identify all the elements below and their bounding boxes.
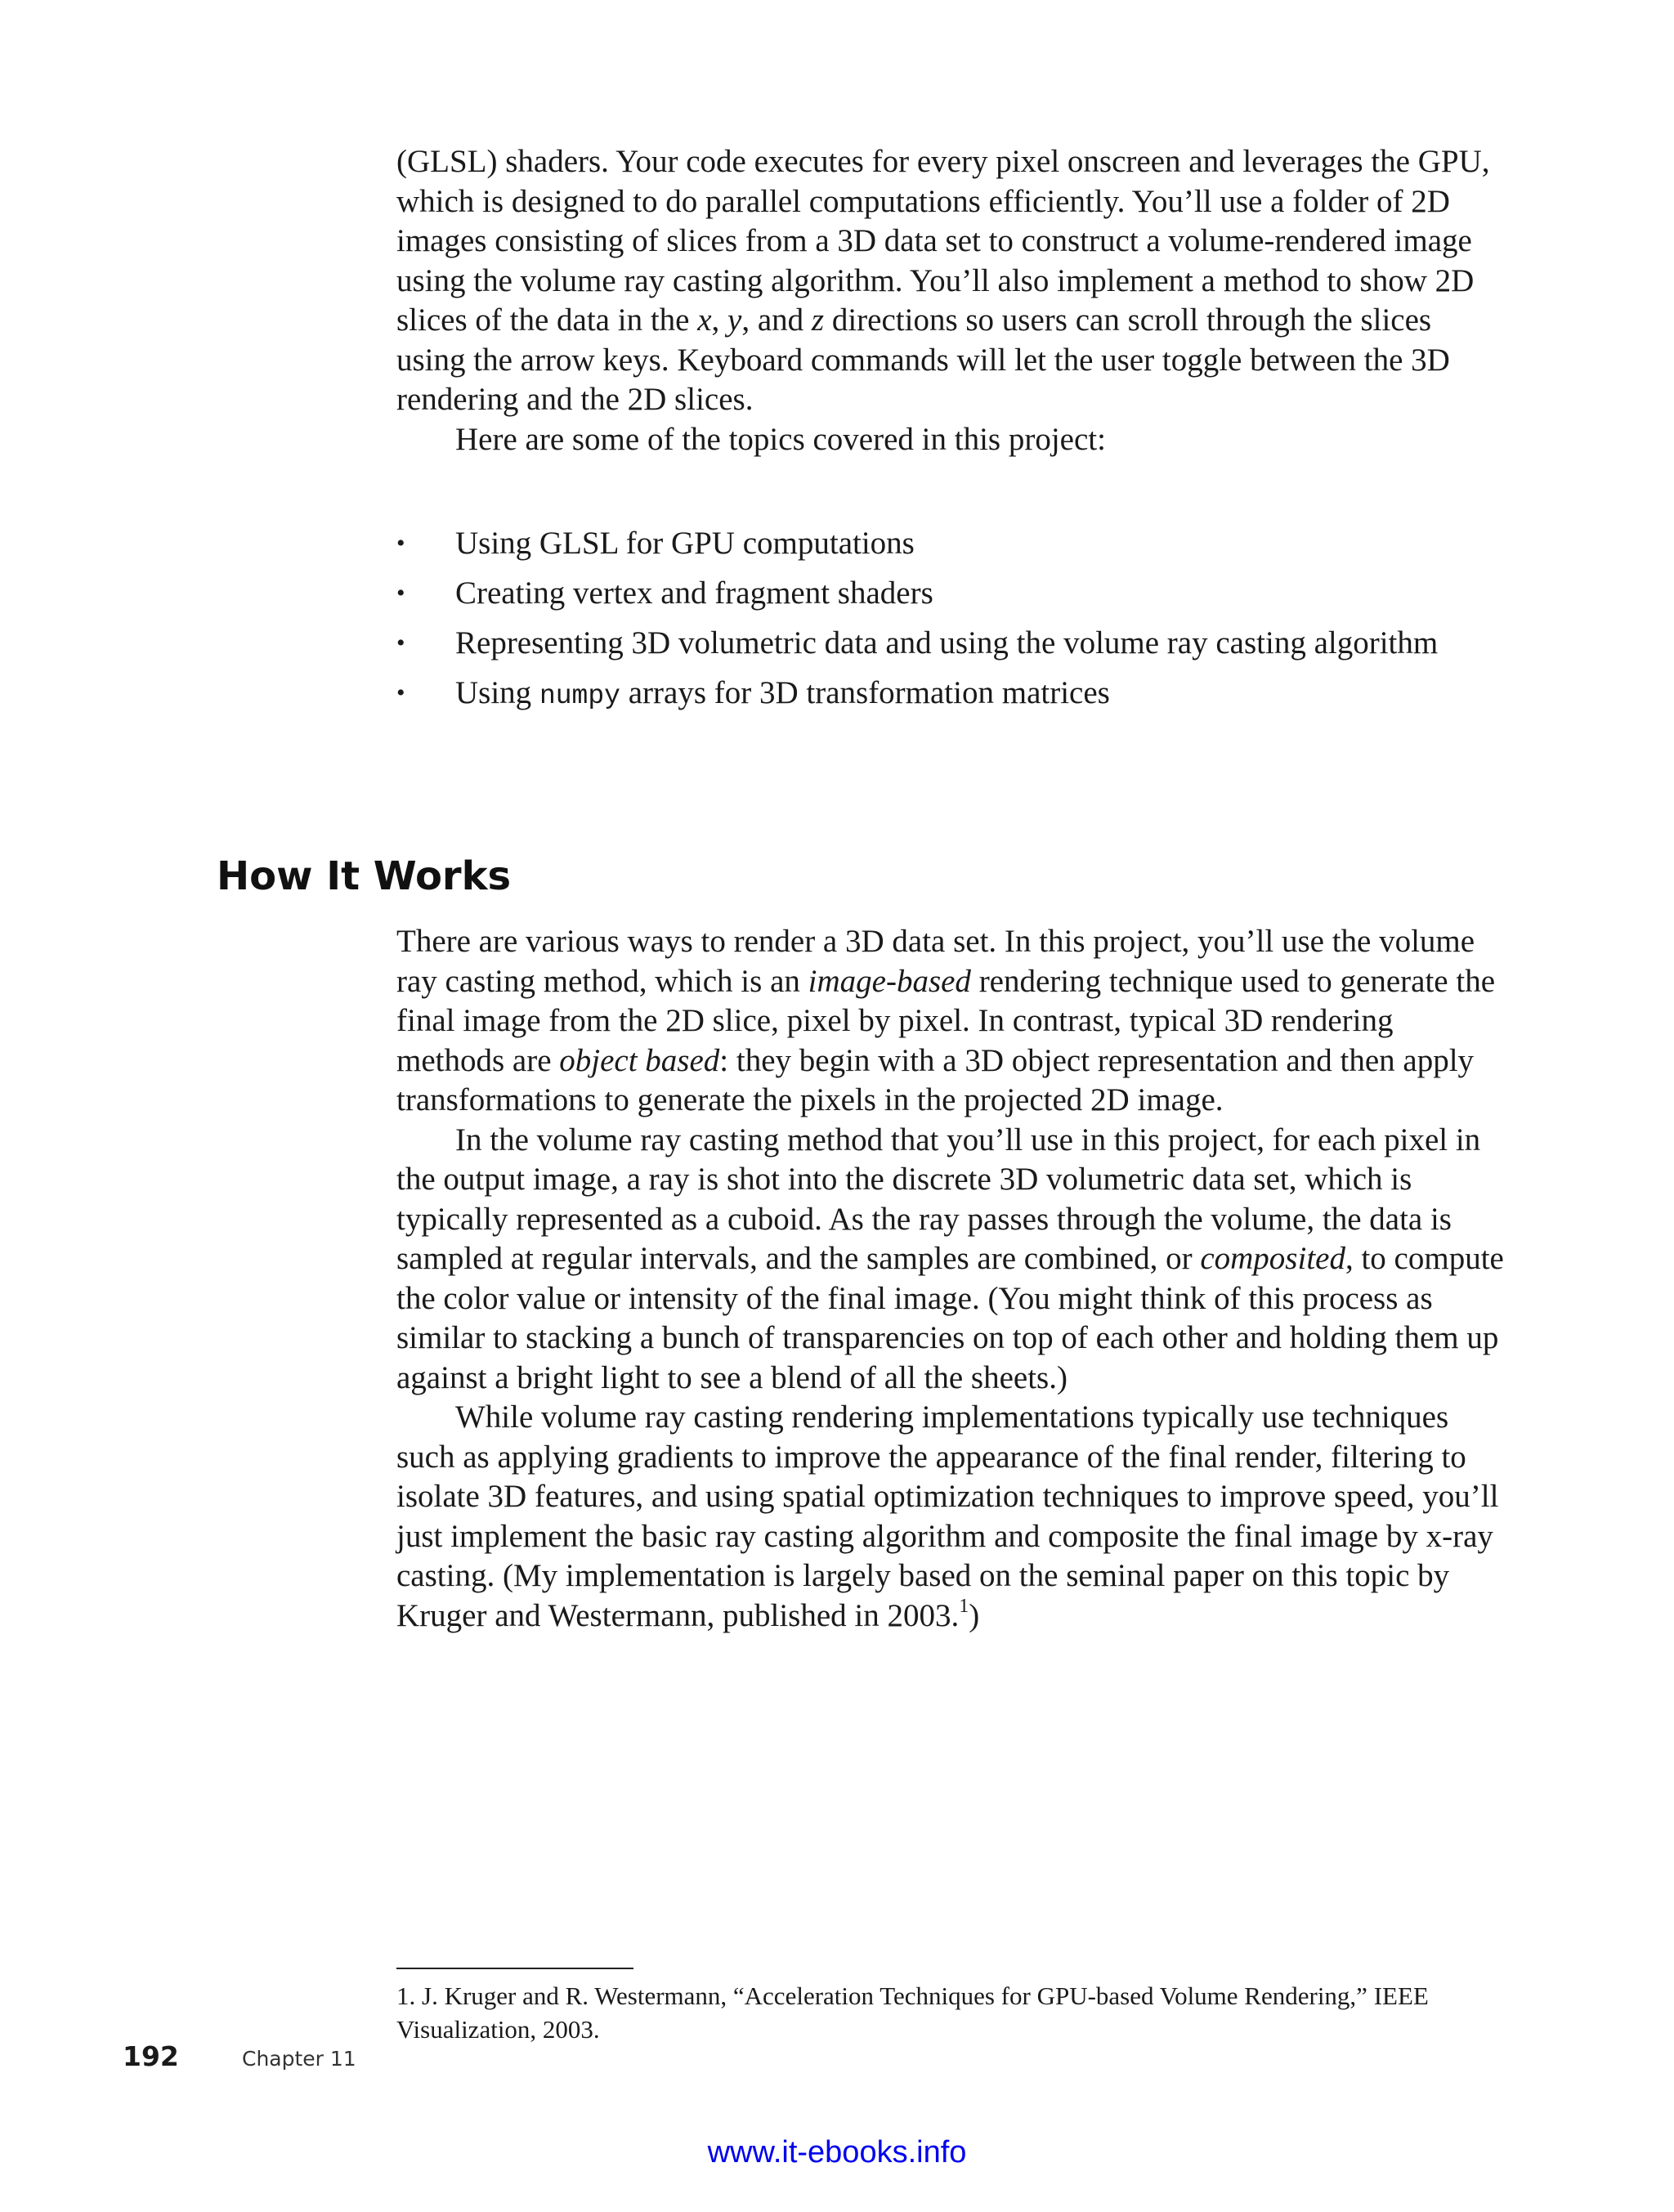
intro-p1-text-a: (GLSL) shaders. Your code executes for every pixel onscreen and leverages the GPU, which is designed to do parallel computations efficiently. You’ll use a folder of 2D images consisting of slices from a 3D data set to construct a volume-rendered image using the volume ray casting algorithm. You’ll also implement a method to show 2D slices of the data in the [396,144,1490,338]
list-item [396,524,1508,564]
bullet-icon: • [396,629,405,656]
list-item-text: Representing 3D volumetric data and using the volume ray casting algorithm [455,625,1439,660]
intro-text [396,142,1508,459]
section-p2-text-a: In the volume ray casting method that you’ll use in this project, for each pixel in the output image, a ray is shot into the discrete 3D volumetric data set, which is typically represented as a cuboid. As the ray passes through the volume, the data is sampled at regular intervals, and the samples are combined, or [396,1122,1481,1276]
topics-list [396,524,1508,727]
axis-z: z [811,302,825,338]
section-p1-text-a: There are various ways to render a 3D data set. In this project, you’ll use the volume ray casting method, which is an [396,924,1475,999]
bullet-icon: • [396,580,405,607]
section-paragraph-3 [396,1398,1508,1636]
intro-paragraph-2: Here are some of the topics covered in this project: [455,421,1106,457]
watermark-link[interactable]: www.it-ebooks.info [707,2135,967,2169]
section-p1-text-c: : they begin with a 3D object representation and then apply transformations to generate the pixels in the projected 2D image. [396,1042,1475,1117]
footnote-divider [396,1968,633,1969]
list-item [396,674,1508,717]
term-composited: composited [1200,1241,1345,1276]
list-item [396,624,1508,664]
list-item-text-pre: Using [455,675,539,710]
term-object-based: object based [559,1042,720,1078]
section-body [396,922,1508,1636]
intro-p1-sep2: , and [741,302,812,338]
section-p3-text-b: ) [969,1597,980,1633]
chapter-label: Chapter 11 [242,2047,356,2071]
section-paragraph-2 [396,1121,1508,1399]
section-p3-text-a: While volume ray casting rendering implementations typically use techniques such as applying gradients to improve the appearance of the final render, filtering to isolate 3D features, and using spatial optimization techniques to improve speed, you’ll just implement the basic ray casting algorithm and composite the final image by x-ray casting. (My implementation is largely based on the seminal paper on this topic by Kruger and Westermann, published in 2003. [396,1399,1499,1633]
list-item-text: Creating vertex and fragment shaders [455,575,933,611]
section-p1-text-b: rendering technique used to generate the final image from the 2D slice, pixel by pixel. In contrast, typical 3D rendering methods are [396,963,1495,1078]
term-image-based: image-based [808,963,971,999]
axis-x: x [697,302,712,338]
axis-y: y [727,302,742,338]
bullet-icon: • [396,530,405,557]
section-paragraph-1 [396,922,1508,1121]
list-item-text-post: arrays for 3D transformation matrices [620,675,1110,710]
bullet-icon: • [396,679,405,706]
list-item [396,574,1508,614]
intro-paragraph-1 [396,142,1508,420]
intro-p1-sep1: , [711,302,728,338]
page-number: 192 [123,2040,179,2072]
section-heading: How It Works [217,853,512,899]
intro-p1-text-b: directions so users can scroll through the slices using the arrow keys. Keyboard commands will let the user toggle between the 3D rendering and the 2D slices. [396,302,1450,417]
code-numpy: numpy [539,681,620,711]
section-p2-text-b: , to compute the color value or intensity of the final image. (You might think of this process as similar to stacking a bunch of transparencies on top of each other and holding them up against a bright light to see a blend of all the sheets.) [396,1241,1504,1395]
footnote-reference: 1 [959,1595,969,1617]
footnote: 1. J. Kruger and R. Westermann, “Acceleration Techniques for GPU-based Volume Rendering,” IEEE Visualization, 2003. [396,1981,1429,2044]
list-item-text: Using GLSL for GPU computations [455,526,915,561]
